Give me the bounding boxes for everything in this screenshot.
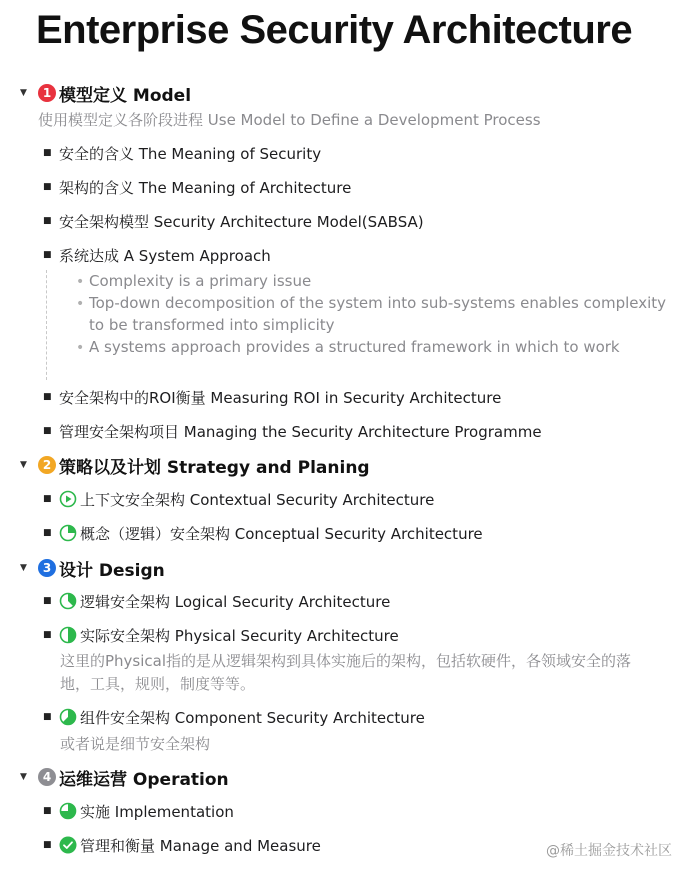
item-note: 地，工具，规则，制度等等。 bbox=[60, 675, 256, 693]
pie-five-eighths-icon bbox=[59, 708, 77, 726]
collapse-toggle-icon[interactable]: ▼ bbox=[20, 563, 27, 573]
bullet-icon: ■ bbox=[43, 182, 52, 192]
list-item[interactable] bbox=[40, 419, 542, 443]
item-label: 管理和衡量 Manage and Measure bbox=[80, 836, 321, 855]
watermark: @稀土掘金技术社区 bbox=[546, 843, 672, 859]
list-item[interactable] bbox=[40, 833, 321, 857]
number-1-icon: 1 bbox=[38, 84, 56, 102]
collapse-toggle-icon[interactable]: ▼ bbox=[20, 88, 27, 98]
check-circle-icon bbox=[59, 836, 77, 854]
sub-item-continued: to be transformed into simplicity bbox=[89, 316, 335, 334]
number-2-icon: 2 bbox=[38, 456, 56, 474]
dot-icon: • bbox=[76, 340, 85, 356]
list-item[interactable] bbox=[40, 385, 501, 409]
list-item[interactable] bbox=[40, 141, 321, 165]
item-label: 概念（逻辑）安全架构 Conceptual Security Architecture bbox=[80, 524, 483, 543]
bullet-icon: ■ bbox=[43, 840, 52, 850]
item-label: 系统达成 A System Approach bbox=[59, 246, 271, 265]
section-title: 模型定义 Model bbox=[59, 85, 192, 106]
section-model[interactable] bbox=[20, 80, 191, 106]
section-design[interactable] bbox=[20, 555, 165, 581]
pie-three-quarter-icon bbox=[59, 802, 77, 820]
list-item[interactable] bbox=[40, 487, 434, 511]
sub-item: • A systems approach provides a structured framework in which to work bbox=[76, 336, 620, 359]
play-circle-icon bbox=[59, 490, 77, 508]
bullet-icon: ■ bbox=[43, 148, 52, 158]
bullet-icon: ■ bbox=[43, 392, 52, 402]
section-operation[interactable] bbox=[20, 764, 229, 790]
pie-half-icon bbox=[59, 626, 77, 644]
item-label: 安全的含义 The Meaning of Security bbox=[59, 144, 322, 163]
list-item[interactable] bbox=[40, 243, 271, 267]
list-item[interactable] bbox=[40, 589, 390, 613]
item-label: 实施 Implementation bbox=[80, 802, 234, 821]
section-title: 策略以及计划 Strategy and Planing bbox=[59, 457, 370, 478]
bullet-icon: ■ bbox=[43, 712, 52, 722]
bullet-icon: ■ bbox=[43, 528, 52, 538]
number-3-icon: 3 bbox=[38, 559, 56, 577]
list-item[interactable] bbox=[40, 209, 424, 233]
bullet-icon: ■ bbox=[43, 250, 52, 260]
sub-item: • Complexity is a primary issue bbox=[76, 270, 311, 293]
item-label: 架构的含义 The Meaning of Architecture bbox=[59, 178, 352, 197]
bullet-icon: ■ bbox=[43, 494, 52, 504]
item-note: 这里的Physical指的是从逻辑架构到具体实施后的架构，包括软硬件，各领域安全的落 bbox=[60, 652, 632, 670]
bullet-icon: ■ bbox=[43, 596, 52, 606]
list-item[interactable] bbox=[40, 799, 234, 823]
bullet-icon: ■ bbox=[43, 216, 52, 226]
collapse-toggle-icon[interactable]: ▼ bbox=[20, 460, 27, 470]
item-label: 实际安全架构 Physical Security Architecture bbox=[80, 626, 399, 645]
page-title: Enterprise Security Architecture bbox=[36, 8, 633, 52]
item-label: 管理安全架构项目 Managing the Security Architecture Programme bbox=[59, 422, 542, 441]
item-label: 逻辑安全架构 Logical Security Architecture bbox=[80, 592, 391, 611]
bullet-icon: ■ bbox=[43, 630, 52, 640]
number-4-icon: 4 bbox=[38, 768, 56, 786]
dot-icon: • bbox=[76, 296, 85, 312]
list-item[interactable] bbox=[40, 705, 425, 729]
pie-quarter-icon bbox=[59, 524, 77, 542]
item-label: 安全架构模型 Security Architecture Model(SABSA) bbox=[59, 212, 424, 231]
section-strategy[interactable] bbox=[20, 452, 370, 478]
dot-icon: • bbox=[76, 274, 85, 290]
section-title: 设计 Design bbox=[59, 560, 165, 581]
bullet-icon: ■ bbox=[43, 806, 52, 816]
list-item[interactable] bbox=[40, 175, 351, 199]
item-label: 上下文安全架构 Contextual Security Architecture bbox=[80, 490, 435, 509]
section-title: 运维运营 Operation bbox=[59, 769, 229, 790]
collapse-toggle-icon[interactable]: ▼ bbox=[20, 772, 27, 782]
list-item[interactable] bbox=[40, 521, 483, 545]
section-note: 使用模型定义各阶段进程 Use Model to Define a Development Process bbox=[38, 111, 541, 129]
item-label: 组件安全架构 Component Security Architecture bbox=[80, 708, 425, 727]
item-label: 安全架构中的ROI衡量 Measuring ROI in Security Architecture bbox=[59, 388, 502, 407]
indent-guide bbox=[46, 270, 47, 380]
pie-three-eighths-icon bbox=[59, 592, 77, 610]
item-note: 或者说是细节安全架构 bbox=[60, 735, 211, 753]
list-item[interactable] bbox=[40, 623, 399, 647]
sub-item: • Top-down decomposition of the system into sub-systems enables complexity bbox=[76, 292, 666, 315]
bullet-icon: ■ bbox=[43, 426, 52, 436]
